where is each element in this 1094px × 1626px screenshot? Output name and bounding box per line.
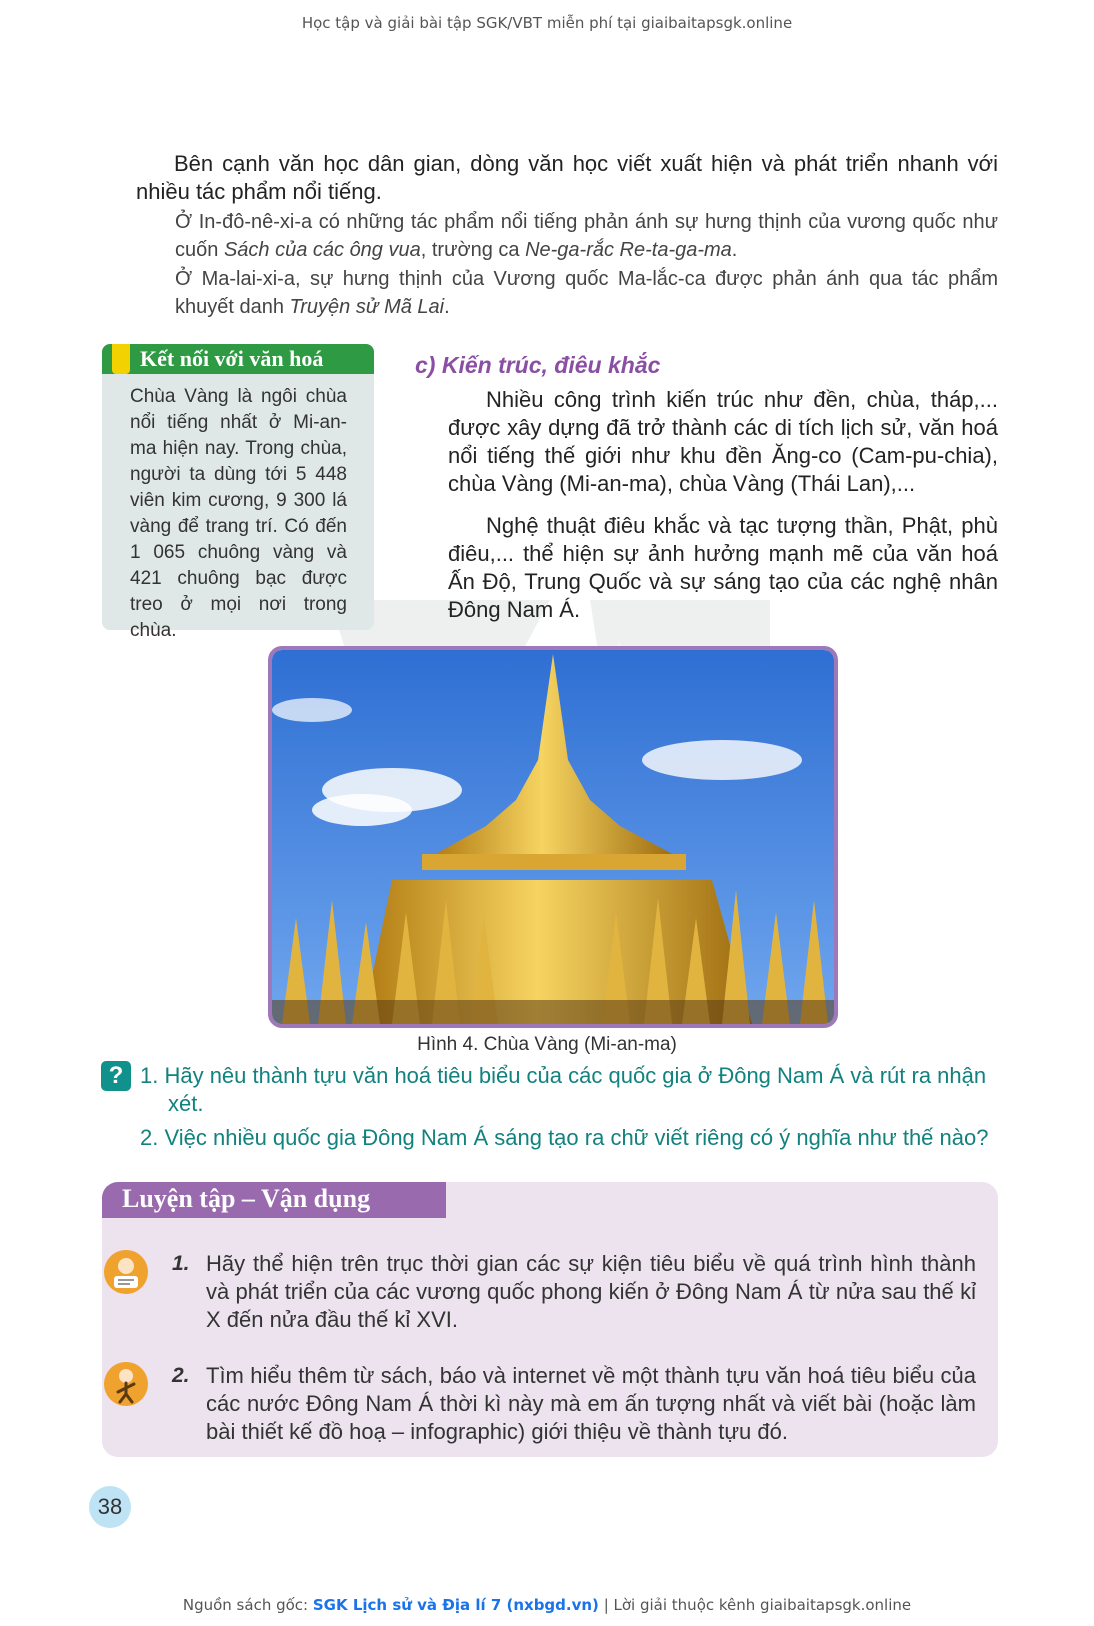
intro-paragraph: Bên cạnh văn học dân gian, dòng văn học viết xuất hiện và phát triển nhanh với nhiều tác phẩm nổi tiếng. [136,151,998,204]
pagoda-photo [268,646,838,1028]
indonesia-paragraph: Ở In-đô-nê-xi-a có những tác phẩm nổi tiếng phản ánh sự hưng thịnh của vương quốc như cuốn Sách của các ông vua, trường ca Ne-ga-rắc Re-ta-ga-ma. [175,211,998,261]
section-title: c) Kiến trúc, điêu khắc [415,352,661,378]
exercise-2-text: Tìm hiểu thêm từ sách, báo và internet về một thành tựu văn hoá tiêu biểu của các nước Đông Nam Á thời kì này mà em ấn tượng nhất và viết bài (hoặc làm bài thiết kế đồ hoạ – infographic) giới thiệu về thành tựu đó. [206,1363,976,1444]
sculpture-paragraph: Nghệ thuật điêu khắc và tạc tượng thần, Phật, phù điêu,... thể hiện sự ảnh hưởng mạnh mẽ của văn hoá Ấn Độ, Trung Quốc và sự sáng tạo của các nghệ nhân Đông Nam Á. [448,513,998,622]
exercise-1-number: 1. [172,1252,190,1275]
student-writing-icon [104,1250,148,1294]
source-link[interactable]: SGK Lịch sử và Địa lí 7 (nxbgd.vn) [312,1596,599,1614]
page-number: 38 [89,1486,131,1528]
student-running-icon [104,1362,148,1406]
page-footer: Nguồn sách gốc: SGK Lịch sử và Địa lí 7 (nxbgd.vn) | Lời giải thuộc kênh giaibaitapsgk.online [182,1596,912,1614]
figure-caption: Hình 4. Chùa Vàng (Mi-an-ma) [417,1034,677,1055]
bookmark-icon [112,344,130,374]
culture-box-title: Kết nối với văn hoá [140,346,324,371]
pagoda-illustration [272,650,834,1024]
architecture-paragraph: Nhiều công trình kiến trúc như đền, chùa, tháp,... được xây dựng đã trở thành các di tích lịch sử, văn hoá nổi tiếng thế giới như khu đền Ăng-co (Cam-pu-chia), chùa Vàng (Mi-an-ma), chùa Vàng (Thái Lan),... [448,387,998,496]
question-icon: ? [101,1061,131,1091]
exercise-2-number: 2. [172,1364,190,1387]
culture-box-text: Chùa Vàng là ngôi chùa nổi tiếng nhất ở Mi-an-ma hiện nay. Trong chùa, người ta dùng tới 5 448 viên kim cương, 9 300 lá vàng để trang trí. Có đến 1 065 chuông vàng và 421 chuông bạc được treo ở mọi nơi trong chùa. [130,386,347,641]
exercise-1-text: Hãy thể hiện trên trục thời gian các sự kiện tiêu biểu về quá trình hình thành và phát triển của các vương quốc phong kiến ở Đông Nam Á từ nửa sau thế kỉ X đến nửa đầu thế kỉ XVI. [206,1251,976,1332]
practice-title: Luyện tập – Vận dụng [122,1184,371,1213]
question-1: 1. Hãy nêu thành tựu văn hoá tiêu biểu của các quốc gia ở Đông Nam Á và rút ra nhận xét. [140,1063,987,1116]
question-2: 2. Việc nhiều quốc gia Đông Nam Á sáng tạo ra chữ viết riêng có ý nghĩa như thế nào? [140,1125,989,1150]
page-header: Học tập và giải bài tập SGK/VBT miễn phí tại giaibaitapsgk.online [301,14,793,32]
malaysia-paragraph: Ở Ma-lai-xi-a, sự hưng thịnh của Vương quốc Ma-lắc-ca được phản ánh qua tác phẩm khuyết danh Truyện sử Mã Lai. [175,268,998,318]
